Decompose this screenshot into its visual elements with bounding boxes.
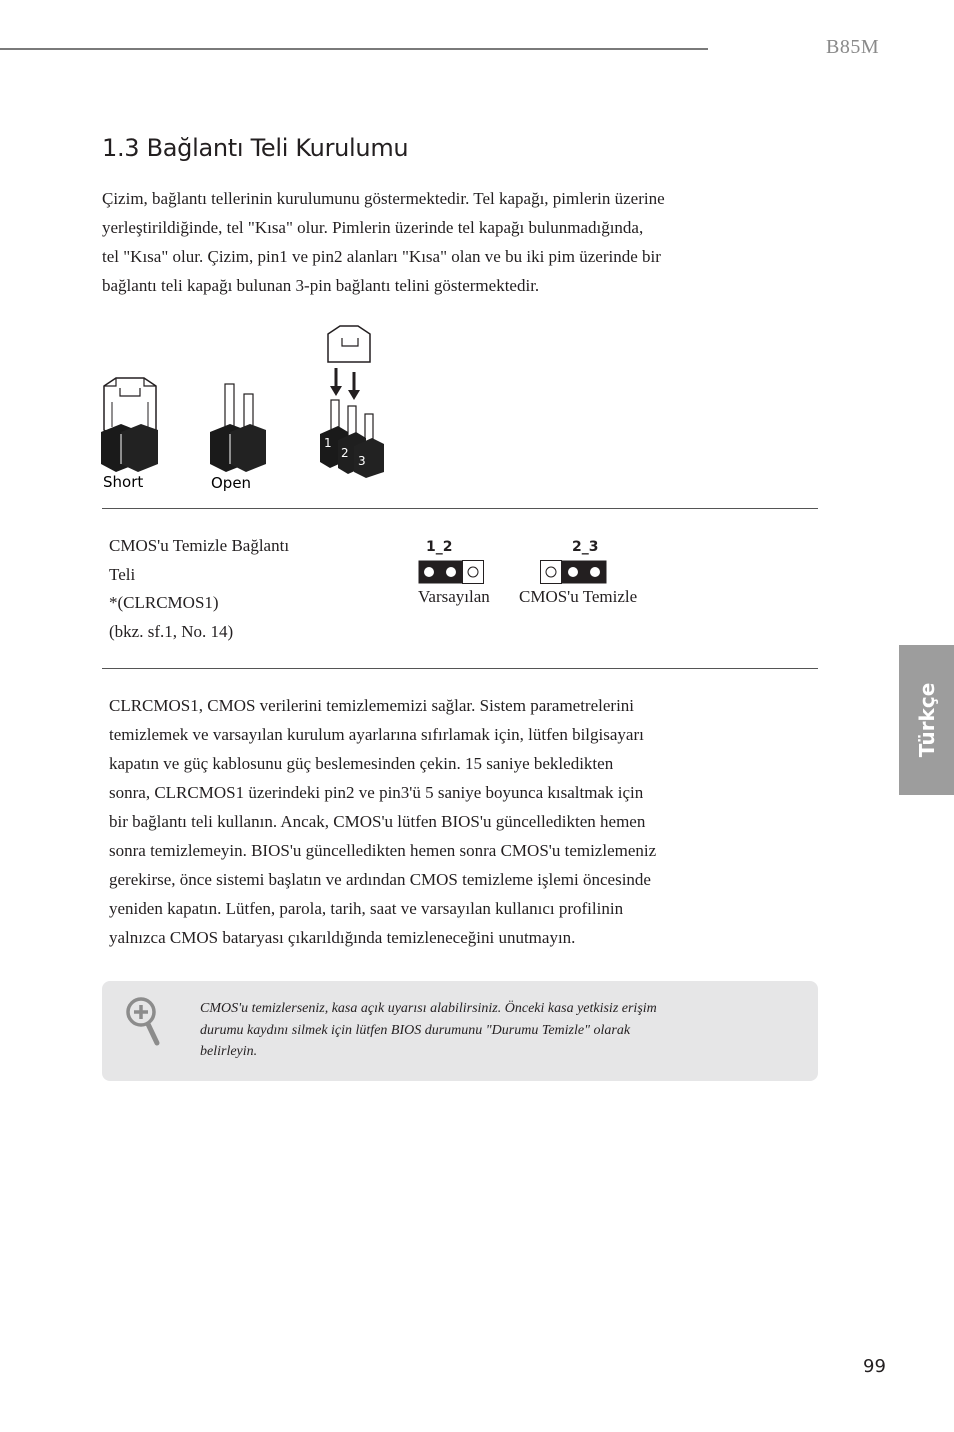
magnifier-plus-icon [124, 996, 164, 1048]
body-line: bir bağlantı teli kullanın. Ancak, CMOS'u lütfen BIOS'u güncelledikten hemen [109, 812, 646, 831]
section-title: 1.3 Bağlantı Teli Kurulumu [102, 134, 409, 162]
body-line: yeniden kapatın. Lütfen, parola, tarih, saat ve varsayılan kullanıcı profilinin [109, 899, 624, 918]
body-line: temizlemek ve varsayılan kurulum ayarlarına sıfırlamak için, lütfen bilgisayarı [109, 725, 644, 744]
body-line: gerekirse, önce sistemi başlatın ve ardından CMOS temizleme işlemi öncesinde [109, 870, 651, 889]
clear-pins-label: 2_3 [572, 539, 599, 555]
open-jumper [210, 384, 266, 472]
note-line: CMOS'u temizlerseniz, kasa açık uyarısı alabilirsiniz. Önceki kasa yetkisiz erişim [200, 1001, 657, 1016]
open-label: Open [211, 474, 252, 492]
default-caption: Varsayılan [418, 587, 490, 606]
table-line: *(CLRCMOS1) [109, 593, 219, 612]
default-pin-diagram [418, 560, 484, 584]
page-number: 99 [863, 1356, 886, 1377]
clear-pin-diagram [540, 560, 607, 584]
body-line: sonra, CLRCMOS1 üzerindeki pin2 ve pin3'ü 5 saniye boyunca kısaltmak için [109, 783, 644, 802]
body-line: sonra temizlemeyin. BIOS'u güncelledikten hemen sonra CMOS'u temizlemeniz [109, 841, 657, 860]
intro-paragraph [102, 184, 792, 300]
body-line: yalnızca CMOS bataryası çıkarıldığında temizleneceğini unutmayın. [109, 928, 576, 947]
pin-number: 3 [358, 454, 366, 468]
body-line: kapatın ve güç kablosunu güç beslemesinden çekin. 15 saniye bekledikten [109, 754, 614, 773]
table-line: (bkz. sf.1, No. 14) [109, 621, 234, 641]
language-tab [899, 645, 954, 795]
table-line: CMOS'u Temizle Bağlantı [109, 536, 290, 555]
body-paragraph [109, 691, 809, 952]
table-line: Teli [109, 564, 136, 584]
intro-line: Çizim, bağlantı tellerinin kurulumunu göstermektedir. Tel kapağı, pimlerin üzerine [102, 189, 665, 208]
short-jumper [101, 378, 158, 472]
pin-number: 1 [324, 436, 332, 450]
table-bottom-rule [102, 668, 818, 669]
pin-number: 2 [341, 446, 349, 460]
note-text [200, 998, 760, 1063]
model-name: B85M [826, 36, 880, 58]
clear-caption: CMOS'u Temizle [519, 587, 638, 606]
table-top-rule [102, 508, 818, 509]
header-rule [0, 48, 708, 50]
short-label: Short [103, 473, 144, 491]
default-pins-label: 1_2 [426, 539, 453, 555]
intro-line: yerleştirildiğinde, tel "Kısa" olur. Pimlerin üzerinde tel kapağı bulunmadığında, [102, 218, 644, 237]
intro-line: tel "Kısa" olur. Çizim, pin1 ve pin2 alanları "Kısa" olan ve bu iki pim üzerinde bir [102, 247, 661, 266]
three-pin-jumper [320, 326, 384, 478]
jumper-illustration [96, 322, 396, 497]
clear-cmos-jumper-label [109, 532, 349, 646]
note-line: belirleyin. [200, 1044, 258, 1059]
body-line: CLRCMOS1, CMOS verilerini temizlememizi sağlar. Sistem parametrelerini [109, 696, 635, 715]
language-tab-label: Türkçe [914, 682, 939, 758]
intro-line: bağlantı teli kapağı bulunan 3-pin bağlantı telini göstermektedir. [102, 276, 540, 295]
note-line: durumu kaydını silmek için lütfen BIOS durumunu "Durumu Temizle" olarak [200, 1022, 631, 1038]
